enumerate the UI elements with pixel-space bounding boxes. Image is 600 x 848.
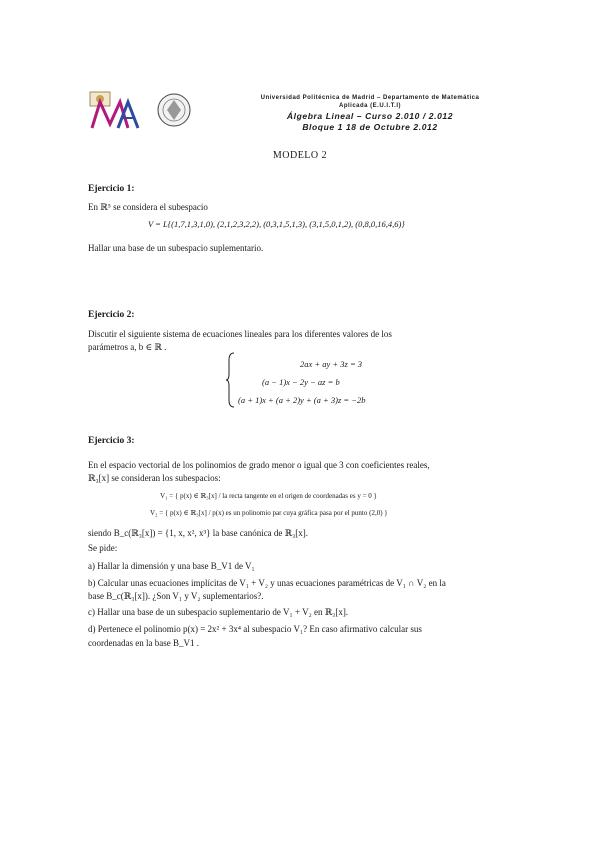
ej3-text2: ℝ₃[x] se consideran los subespacios: <box>88 473 221 483</box>
ej3-siendo: siendo B_c(ℝ₃[x]) = {1, x, x², x³} la base canónica de ℝ₃[x]. <box>88 528 309 538</box>
ej3-sepide: Se pide: <box>88 543 118 553</box>
ej1-intro: En ℝ⁵ se considera el subespacio <box>88 202 208 212</box>
ej2-eq3: (a + 1)x + (a + 2)y + (a + 3)z = −2b <box>238 395 366 405</box>
system-brace <box>226 352 236 408</box>
ej1-formula: V = L{(1,7,1,3,1,0), (2,1,2,3,2,2), (0,3,1,5,1,3), (3,1,5,0,1,2), (0,8,0,16,4,6)} <box>148 219 405 229</box>
ej3-a: a) Hallar la dimensión y una base B_V1 de V₁ <box>88 561 255 571</box>
ej3-text1: En el espacio vectorial de los polinomios de grado menor o igual que 3 con coeficientes reales, <box>88 460 430 470</box>
ej3-b1: b) Calcular unas ecuaciones implícitas de V₁ + V₂ y unas ecuaciones paramétricas de V₁ ∩ V₂ en la <box>88 578 446 588</box>
ej3-c: c) Hallar una base de un subespacio suplementario de V₁ + V₂ en ℝ₃[x]. <box>88 607 349 617</box>
ej3-d1: d) Pertenece el polinomio p(x) = 2x² + 3x⁴ al subespacio V₁? En caso afirmativo calcular sus <box>88 624 422 634</box>
ej2-eq1: 2ax + ay + 3z = 3 <box>300 359 363 369</box>
ej2-text1: Discutir el siguiente sistema de ecuaciones lineales para los diferentes valores de los <box>88 329 392 339</box>
ej1-task: Hallar una base de un subespacio suplementario. <box>88 243 264 253</box>
page-title: MODELO 2 <box>272 150 328 161</box>
header-line4: Bloque 1 18 de Octubre 2.012 <box>302 122 438 132</box>
header-line2: Aplicada (E.U.I.T.I) <box>338 103 401 109</box>
upm-logo <box>88 88 156 132</box>
ej1-heading: Ejercicio 1: <box>88 184 135 194</box>
ej3-v2: V₂ = { p(x) ∈ ℝ₃[x] / p(x) es un polinomio par cuya gráfica pasa por el punto (2,0) } <box>150 509 388 517</box>
header-line3: Álgebra Lineal – Curso 2.010 / 2.012 <box>286 111 454 121</box>
ej2-text2: parámetros a, b ∈ ℝ . <box>88 342 167 352</box>
ej3-b2: base B_c(ℝ₃[x]). ¿Son V₁ y V₂ suplementarios?. <box>88 591 264 601</box>
header-line1: Universidad Politécnica de Madrid – Departamento de Matemática <box>260 95 480 101</box>
ej3-v1: V₁ = { p(x) ∈ ℝ₃[x] / la recta tangente en el origen de coordenadas es y = 0 } <box>160 492 377 500</box>
seal-logo <box>156 90 192 130</box>
ej3-d2: coordenadas en la base B_V1 . <box>88 638 199 648</box>
ej2-eq2: (a − 1)x − 2y − az = b <box>262 377 340 387</box>
ej2-heading: Ejercicio 2: <box>88 310 135 320</box>
ej3-heading: Ejercicio 3: <box>88 436 135 446</box>
